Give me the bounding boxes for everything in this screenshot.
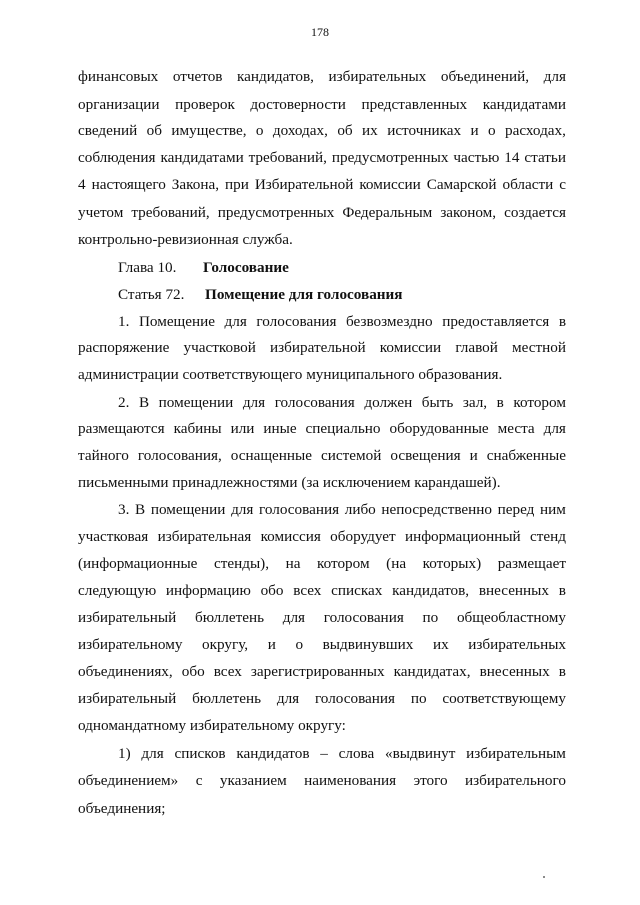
text-line [78,122,566,140]
word: системой [321,447,382,464]
word: списков [174,745,226,762]
text-line [78,149,566,167]
word: соблюдения [78,149,156,166]
word: снабженные [486,447,566,464]
word: (информационные [78,555,198,572]
word: комиссии [379,339,442,356]
word: Закона, [171,176,219,193]
word: объединений, [440,68,530,85]
text-line-last: администрации соответствующего муниципального образования. [78,366,503,383]
word: объединением» [78,772,179,789]
word: стенд [530,528,566,545]
word: котором [513,394,566,411]
word: области [502,176,554,193]
word: местной [512,339,566,356]
word: избирательный [78,609,177,626]
word: соответствующему [442,690,566,707]
word: 1. [118,313,130,330]
word: требований, [131,204,210,221]
word: комиссия [260,528,321,545]
word: всех [213,663,242,680]
word: общеобластному [456,609,566,626]
word: выдвинувших [322,636,414,653]
word: избирательная [157,528,252,545]
word: Помещение [138,313,215,330]
word: учетом [78,204,124,221]
word: стенды), [213,555,270,572]
word: для [282,609,306,626]
word: доходах, [272,122,328,139]
word: тайного [78,447,129,464]
text-line [78,609,566,627]
word: В [135,501,146,518]
word: в [558,663,566,680]
word: которых) [422,555,482,572]
word: 14 [504,149,520,166]
text-line [78,68,566,86]
word: финансовых [78,68,159,85]
text-line-last: письменными принадлежностями (за исключением карандашей). [78,474,501,491]
word: внесенных [479,663,550,680]
word: бюллетень [194,609,265,626]
word: бюллетень [192,690,262,707]
word: оборудует [330,528,396,545]
word: избирательных [468,636,566,653]
word: на [285,555,301,572]
word: оборудованные [389,420,489,437]
word: комиссии [359,176,421,193]
word: в [558,582,566,599]
word: В [138,394,150,411]
text-line [118,501,566,519]
word: голосования [323,609,404,626]
word: и [469,447,478,464]
chapter-title: Голосование [203,259,289,276]
word: кандидатах, [393,663,471,680]
page-number: 178 [311,25,329,39]
word: кандидатами [482,96,566,113]
word: организации [78,96,160,113]
word: и [470,122,479,139]
word: 3. [118,501,130,518]
word: кандидатов [236,745,310,762]
word: кандидатов, [392,582,470,599]
word: информацию [165,582,251,599]
word: помещении [150,501,226,518]
word: расходах, [505,122,566,139]
word: голосования [274,394,355,411]
word: по [410,690,427,707]
word: внесенных [478,582,549,599]
word: (на [386,555,407,572]
word: частью [453,149,500,166]
word: главой [455,339,498,356]
scan-speck [543,876,545,878]
word: кандидатами [160,149,244,166]
word: этого [413,772,448,789]
word: кабины [173,420,222,437]
word: должен [364,394,413,411]
word: округу, [202,636,249,653]
text-line [78,339,566,357]
word: по [422,609,439,626]
word: помещении [158,394,234,411]
article-label: Статья 72. [118,286,185,303]
text-line [118,394,566,412]
word: требований, [248,149,327,166]
word: «выдвинут [385,745,456,762]
word: всех [293,582,322,599]
word: предусмотренных [217,204,335,221]
word: для [543,68,566,85]
word: и [267,636,276,653]
word: сведений [78,122,138,139]
word: статьи [524,149,566,166]
word: избирательных [328,68,427,85]
word: 4 [78,176,86,193]
word: 2. [118,394,130,411]
word: для [242,394,266,411]
word: ним [540,501,566,518]
word: представленных [361,96,468,113]
article-title: Помещение для голосования [205,286,403,303]
word: об [337,122,353,139]
text-line-last: одномандатному избирательному округу: [78,717,346,734]
word: перед [497,501,535,518]
word: информационный [404,528,521,545]
word: имуществе, [171,122,247,139]
word: для [224,313,247,330]
word: голосования [314,690,396,707]
word: наименования [304,772,397,789]
text-line-last: объединения; [78,800,166,817]
word: кандидатов, [237,68,314,85]
word: или [230,420,255,437]
word: для [543,420,566,437]
text-line [118,313,566,331]
word: зарегистрированных [250,663,385,680]
text-line [78,96,566,114]
word: оснащенные [230,447,312,464]
text-line [78,176,566,194]
word: голосования, [137,447,222,464]
word: о [295,636,304,653]
word: создается [504,204,566,221]
word: обо [181,663,205,680]
text-line [118,745,566,763]
text-line [78,447,566,465]
word: быть [421,394,454,411]
word: 1) [118,745,131,762]
chapter-label: Глава 10. [118,259,177,276]
word: либо [344,501,376,518]
word: участковой [183,339,256,356]
word: избирательный [78,690,177,707]
word: предоставляется [442,313,550,330]
word: безвозмездно [346,313,433,330]
word: специально [305,420,381,437]
word: избирательному [78,636,183,653]
text-line [78,204,566,222]
word: в [496,394,504,411]
word: отчетов [172,68,223,85]
word: зал, [462,394,488,411]
word: их [362,122,378,139]
word: Самарской [426,176,497,193]
word: с [559,176,566,193]
text-line-last: контрольно-ревизионная служба. [78,231,293,248]
word: непосредственно [381,501,493,518]
word: обо [260,582,284,599]
word: освещения [390,447,461,464]
word: Избирательной [254,176,354,193]
word: предусмотренных [331,149,449,166]
word: с [195,772,203,789]
text-line [78,690,566,708]
word: распоряжение [78,339,170,356]
word: проверок [175,96,235,113]
word: избирательного [465,772,566,789]
word: голосования [256,313,337,330]
word: законом, [440,204,497,221]
word: избирательной [270,339,366,356]
word: места [497,420,535,437]
text-line [78,663,566,681]
word: для [231,501,254,518]
word: списках [331,582,383,599]
word: достоверности [250,96,346,113]
word: для [276,690,300,707]
word: для [141,745,164,762]
word: их [432,636,449,653]
word: избирательным [466,745,566,762]
word: слова [338,745,375,762]
word: о [255,122,264,139]
text-line [78,528,566,546]
word: следующую [78,582,157,599]
text-line [78,555,566,573]
word: источниках [387,122,462,139]
word: котором [317,555,370,572]
word: при [224,176,249,193]
word: – [320,745,328,762]
word: указанием [219,772,287,789]
word: размещаются [78,420,165,437]
word: в [558,313,566,330]
word: голосования [259,501,340,518]
text-line [78,772,566,790]
word: объединениях, [78,663,173,680]
word: участковая [78,528,149,545]
word: Федеральным [342,204,433,221]
text-line [78,420,566,438]
word: о [488,122,496,139]
word: иные [263,420,297,437]
word: размещает [497,555,566,572]
word: об [146,122,162,139]
word: настоящего [91,176,166,193]
text-line [78,582,566,600]
text-line [78,636,566,654]
